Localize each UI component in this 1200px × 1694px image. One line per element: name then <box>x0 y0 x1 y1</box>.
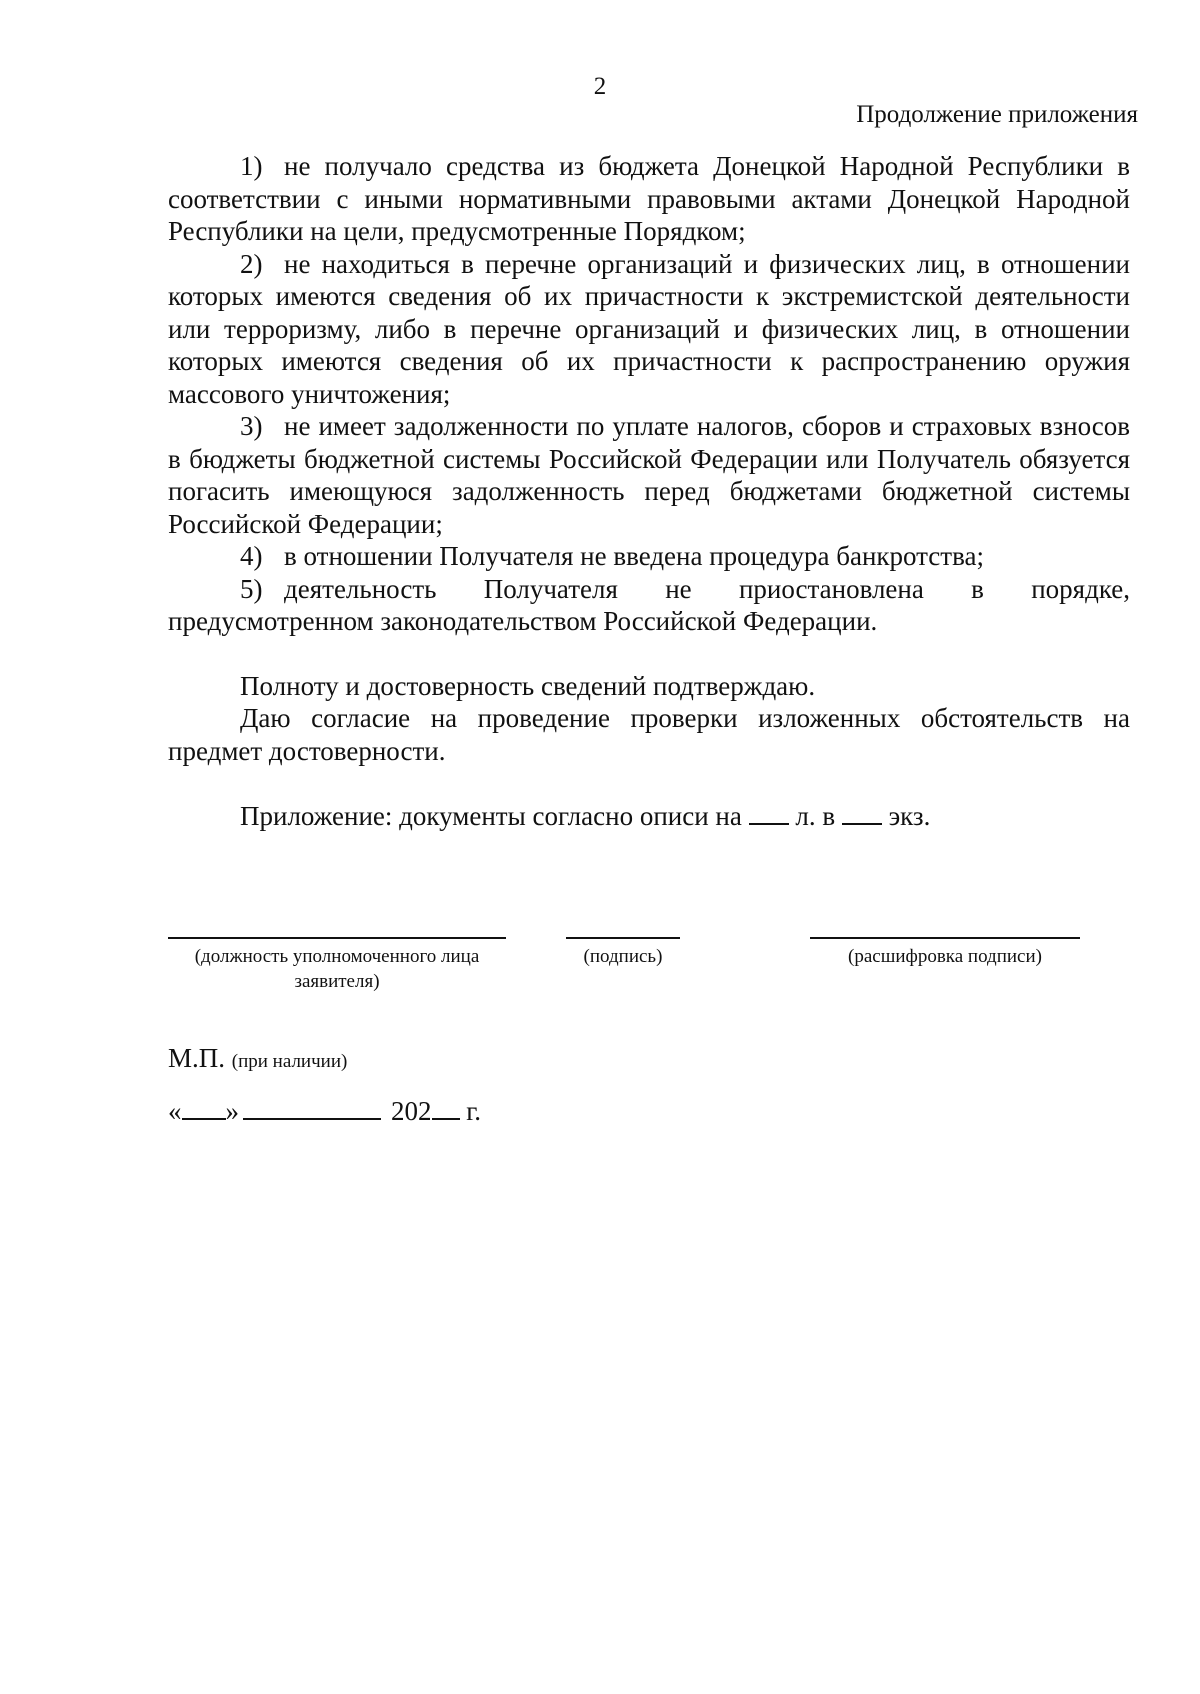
list-item-number: 2) <box>240 248 263 279</box>
year-blank[interactable] <box>432 1098 460 1120</box>
date-line <box>168 1095 481 1127</box>
position-caption <box>168 944 506 994</box>
stamp-note: (при наличии) <box>231 1051 348 1072</box>
continuation-label: Продолжение приложения <box>856 101 1138 128</box>
attachment-suffix: экз. <box>888 801 931 831</box>
signature-line[interactable] <box>566 937 680 939</box>
year-prefix: 202 <box>391 1096 432 1126</box>
month-blank[interactable] <box>243 1098 381 1120</box>
list-item-number: 5) <box>240 573 263 604</box>
page-number: 2 <box>593 73 607 100</box>
list-item-4 <box>168 540 1130 573</box>
day-blank[interactable] <box>182 1098 226 1120</box>
decoding-caption: (расшифровка подписи) <box>848 946 1042 967</box>
list-item-1 <box>168 150 1130 248</box>
stamp-placeholder <box>168 1042 347 1078</box>
list-item-text: не находиться в перечне организаций и физических лиц, в отношении которых имеются сведения об их причастности к экстремистской деятельности или терроризму, либо в перечне организаций и физических лиц, в отношении которых имеются сведения об их причастности к распространению оружия массового уничтожения; <box>168 248 1130 409</box>
position-signature-line[interactable] <box>168 937 506 939</box>
list-item-5 <box>168 573 1130 638</box>
confirmation-text: Полноту и достоверность сведений подтверждаю. <box>240 670 816 701</box>
document-body <box>168 150 1130 767</box>
attachment-middle: л. в <box>795 801 836 831</box>
list-item-number: 4) <box>240 541 263 571</box>
list-item-text: не имеет задолженности по уплате налогов, сборов и страховых взносов в бюджеты бюджетной системы Российской Федерации или Получатель обязуется погасить имеющуюся задолженность перед бюджетами бюджетной системы Российской Федерации; <box>168 411 1130 539</box>
stamp-label: М.П. <box>168 1043 226 1073</box>
sheets-count-blank[interactable] <box>749 803 789 825</box>
position-caption-line-1: (должность уполномоченного лица <box>194 946 480 967</box>
attachment-line <box>240 800 930 832</box>
signature-caption: (подпись) <box>583 946 663 967</box>
year-suffix: г. <box>466 1096 482 1126</box>
list-item-number: 3) <box>240 411 263 441</box>
list-item-3 <box>168 410 1130 540</box>
consent-text: Даю согласие на проведение проверки изложенных обстоятельств на предмет достоверности. <box>168 703 1130 766</box>
date-close-quote: » <box>225 1096 239 1126</box>
attachment-prefix: Приложение: документы согласно описи на <box>240 801 742 831</box>
list-item-text: деятельность Получателя не приостановлена в порядке, предусмотренном законодательством Российской Федерации. <box>168 573 1130 636</box>
list-item-text: не получало средства из бюджета Донецкой Народной Республики в соответствии с иными нормативными правовыми актами Донецкой Народной Республики на цели, предусмотренные Порядком; <box>168 151 1130 246</box>
list-item-text: в отношении Получателя не введена процедура банкротства; <box>284 541 984 571</box>
date-open-quote: « <box>168 1096 182 1126</box>
signature-decoding-line[interactable] <box>810 937 1080 939</box>
list-item-2 <box>168 248 1130 411</box>
list-item-number: 1) <box>240 151 263 181</box>
copies-count-blank[interactable] <box>842 803 882 825</box>
position-caption-line-2: заявителя) <box>294 971 380 992</box>
